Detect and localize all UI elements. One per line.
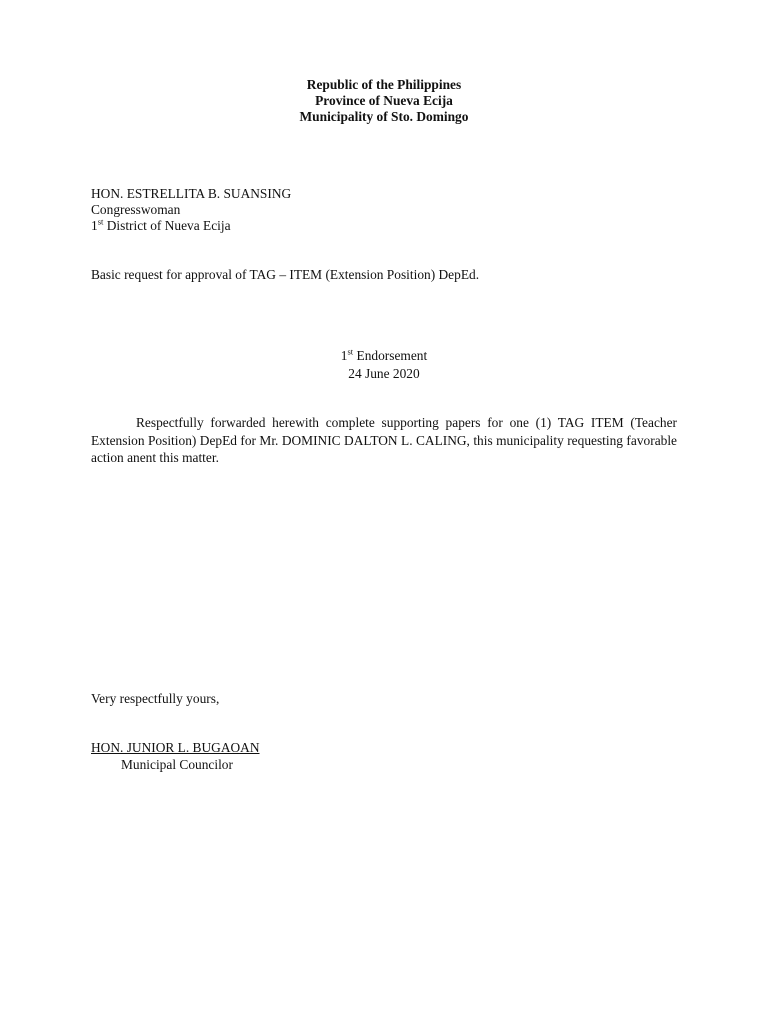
body-paragraph: Respectfully forwarded herewith complete supporting papers for one (1) TAG ITEM (Teacher Extension Position) DepEd for Mr. DOMINIC DALTON L. CALING, this municipality requesting favorable action anent this matter.	[91, 415, 677, 465]
signatory-title: Municipal Councilor	[121, 757, 233, 772]
district-text: District of Nueva Ecija	[103, 218, 231, 233]
addressee-title: Congresswoman	[91, 202, 181, 217]
endorsement-title	[0, 348, 768, 366]
closing-line: Very respectfully yours,	[91, 691, 220, 706]
endorsement-number: 1	[340, 348, 348, 363]
endorsement-block	[0, 348, 768, 384]
signatory-name: HON. JUNIOR L. BUGAOAN	[91, 740, 260, 755]
letterhead-municipality: Municipality of Sto. Domingo	[299, 109, 469, 124]
addressee-block	[91, 186, 291, 234]
endorsement-ordinal-suffix: st	[347, 346, 354, 357]
district-number: 1	[91, 218, 98, 233]
endorsement-date: 24 June 2020	[348, 366, 420, 381]
letterhead	[0, 77, 768, 125]
endorsement-label: Endorsement	[353, 348, 428, 363]
subject-line: Basic request for approval of TAG – ITEM (Extension Position) DepEd.	[91, 267, 480, 282]
letterhead-province: Province of Nueva Ecija	[315, 93, 453, 108]
district-ordinal-suffix: st	[97, 216, 104, 227]
letterhead-country: Republic of the Philippines	[306, 77, 462, 92]
addressee-district	[91, 218, 291, 234]
addressee-name: HON. ESTRELLITA B. SUANSING	[91, 186, 292, 201]
